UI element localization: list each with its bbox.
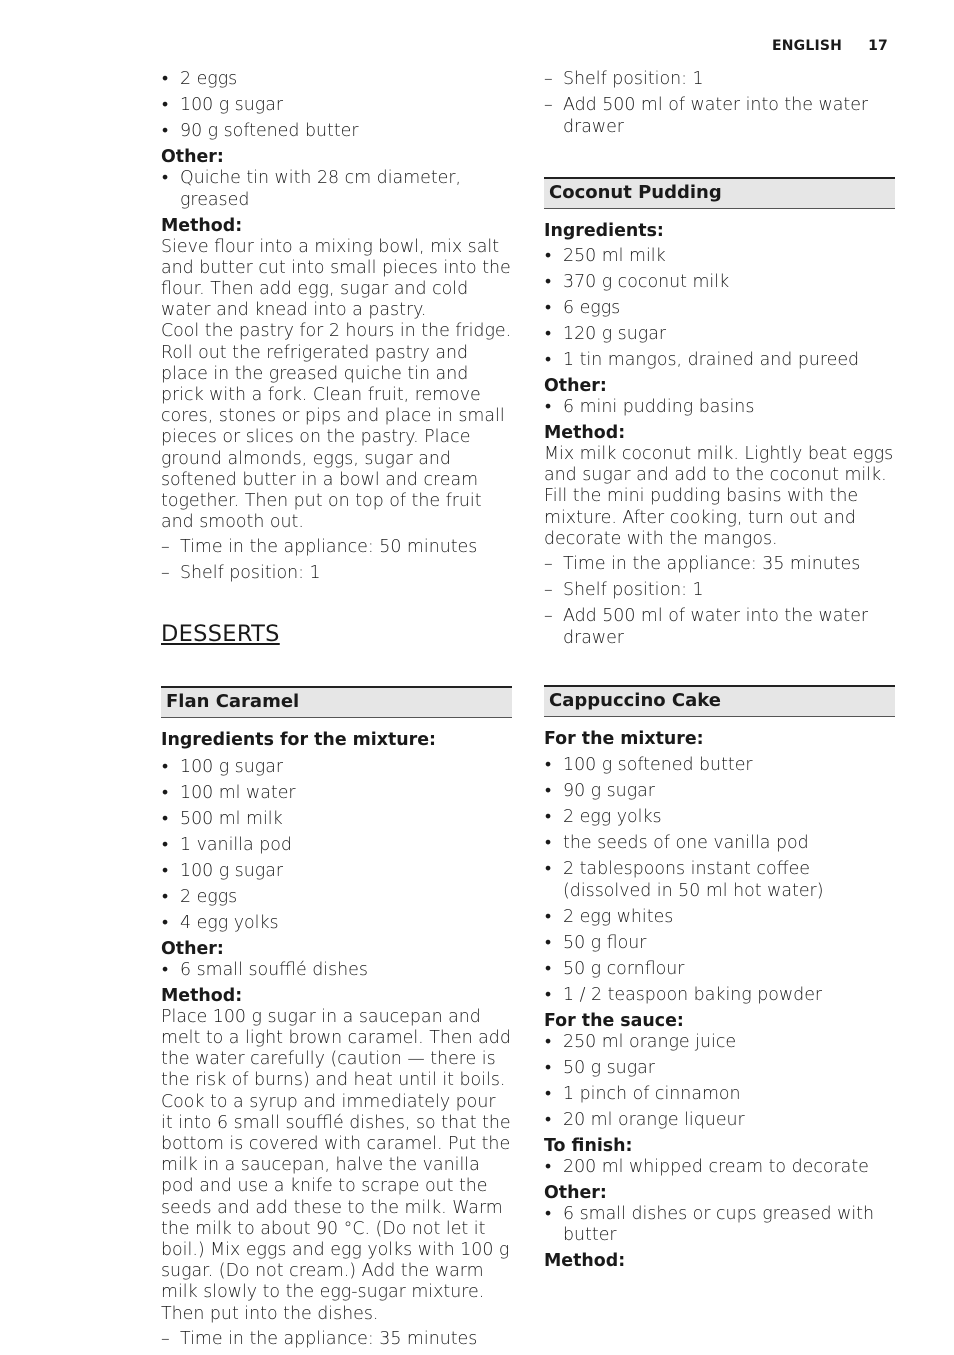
step-item: – Shelf position: 1: [544, 580, 895, 602]
method-label: Method:: [161, 215, 243, 236]
right-column: [544, 69, 895, 1272]
method-label: Method:: [544, 423, 626, 443]
list-item: • 90 g sugar: [544, 781, 895, 803]
list-item: • 6 mini pudding basins: [544, 397, 895, 419]
step-item: – Add 500 ml of water into the water drawer: [544, 95, 895, 138]
step-item: – Time in the appliance: 50 minutes: [161, 537, 512, 559]
list-item: • 250 ml milk: [544, 246, 895, 268]
list-item: • 2 tablespoons instant coffee (dissolved in 50 ml hot water): [544, 859, 895, 902]
list-item: • Quiche tin with 28 cm diameter, greased: [161, 168, 512, 211]
method-paragraph: Sieve flour into a mixing bowl, mix salt and butter cut into small pieces into the flour. Then add egg, sugar and cold water and knead into a pastry.: [161, 236, 511, 321]
list-item: • 6 eggs: [544, 298, 895, 320]
list-item: • 20 ml orange liqueur: [544, 1110, 895, 1132]
list-item: • 1 tin mangos, drained and pureed: [544, 350, 895, 372]
other-label: Other:: [544, 376, 607, 396]
list-item: • 50 g cornflour: [544, 959, 895, 981]
method-paragraph: Cool the pastry for 2 hours in the fridge. Roll out the refrigerated pastry and place in the greased quiche tin and prick with a fork. Clean fruit, remove cores, stones or pips and place in small pieces or slices on the pastry. Place ground almonds, eggs, sugar and softened butter in a bowl and cream together. Then put on top of the fruit and smooth out.: [161, 321, 512, 533]
method-paragraph: Mix milk coconut milk. Lightly beat eggs and sugar and add to the coconut milk. Fill the mini pudding basins with the mixture. After cooking, turn out and decorate with the mangos.: [544, 444, 894, 549]
method-label: Method:: [544, 1251, 626, 1272]
step-item: – Shelf position: 1: [161, 563, 512, 585]
list-item: • 2 egg whites: [544, 907, 895, 929]
other-label: Other:: [544, 1182, 607, 1203]
other-label: Other:: [161, 938, 224, 959]
left-column: [161, 69, 512, 1355]
list-item: • 1 / 2 teaspoon baking powder: [544, 985, 895, 1007]
list-item: • the seeds of one vanilla pod: [544, 833, 895, 855]
list-item: • 2 egg yolks: [544, 807, 895, 829]
language-label: ENGLISH: [772, 38, 843, 54]
section-title: DESSERTS: [161, 620, 280, 647]
list-item: • 6 small soufflé dishes: [161, 960, 512, 982]
list-item: • 2 eggs: [161, 887, 512, 909]
method-paragraph: Place 100 g sugar in a saucepan and melt to a light brown caramel. Then add the water carefully (caution — there is the risk of burns) and heat until it boils. Cook to a syrup and immediately pour it into 6 small soufflé dishes, so that the bottom is covered with caramel. Put the milk in a saucepan, halve the vanilla pod and use a knife to scrape out the seeds and add these to the milk. Warm the milk to about 90 °C. (Do not let it boil.) Mix eggs and egg yolks with 100 g sugar. (Do not cream.) Add the warm milk slowly to the egg-sugar mixture. Then put into the dishes.: [161, 1006, 511, 1324]
list-item: • 4 egg yolks: [161, 913, 512, 935]
other-label: Other:: [161, 147, 224, 167]
list-item: • 500 ml milk: [161, 809, 512, 831]
list-item: • 370 g coconut milk: [544, 272, 895, 294]
list-item: • 90 g softened butter: [161, 121, 512, 143]
list-item: • 50 g flour: [544, 933, 895, 955]
recipe-title-cappuccino: Cappuccino Cake: [544, 685, 895, 717]
list-item: • 100 ml water: [161, 783, 512, 805]
mixture-label: For the mixture:: [544, 729, 704, 750]
step-item: – Time in the appliance: 35 minutes: [544, 554, 895, 576]
ingredients-label: Ingredients for the mixture:: [161, 729, 436, 750]
list-item: • 100 g sugar: [161, 861, 512, 883]
recipe-title-coconut: Coconut Pudding: [544, 177, 895, 209]
page-header: [772, 38, 888, 54]
list-item: • 6 small dishes or cups greased with butter: [544, 1204, 895, 1247]
list-item: • 50 g sugar: [544, 1058, 895, 1080]
list-item: • 250 ml orange juice: [544, 1032, 895, 1054]
method-label: Method:: [161, 985, 243, 1006]
list-item: • 1 vanilla pod: [161, 835, 512, 857]
step-item: – Add 500 ml of water into the water drawer: [544, 606, 895, 649]
list-item: • 100 g sugar: [161, 95, 512, 117]
page-number: 17: [868, 38, 888, 54]
list-item: • 120 g sugar: [544, 324, 895, 346]
finish-label: To finish:: [544, 1135, 633, 1156]
sauce-label: For the sauce:: [544, 1010, 684, 1031]
list-item: • 1 pinch of cinnamon: [544, 1084, 895, 1106]
list-item: • 200 ml whipped cream to decorate: [544, 1157, 895, 1179]
ingredients-label: Ingredients:: [544, 221, 664, 241]
list-item: • 100 g softened butter: [544, 755, 895, 777]
step-item: – Shelf position: 1: [544, 69, 895, 91]
list-item: • 100 g sugar: [161, 757, 512, 779]
recipe-title-flan: Flan Caramel: [161, 686, 512, 718]
list-item: • 2 eggs: [161, 69, 512, 91]
step-item: – Time in the appliance: 35 minutes: [161, 1329, 512, 1351]
